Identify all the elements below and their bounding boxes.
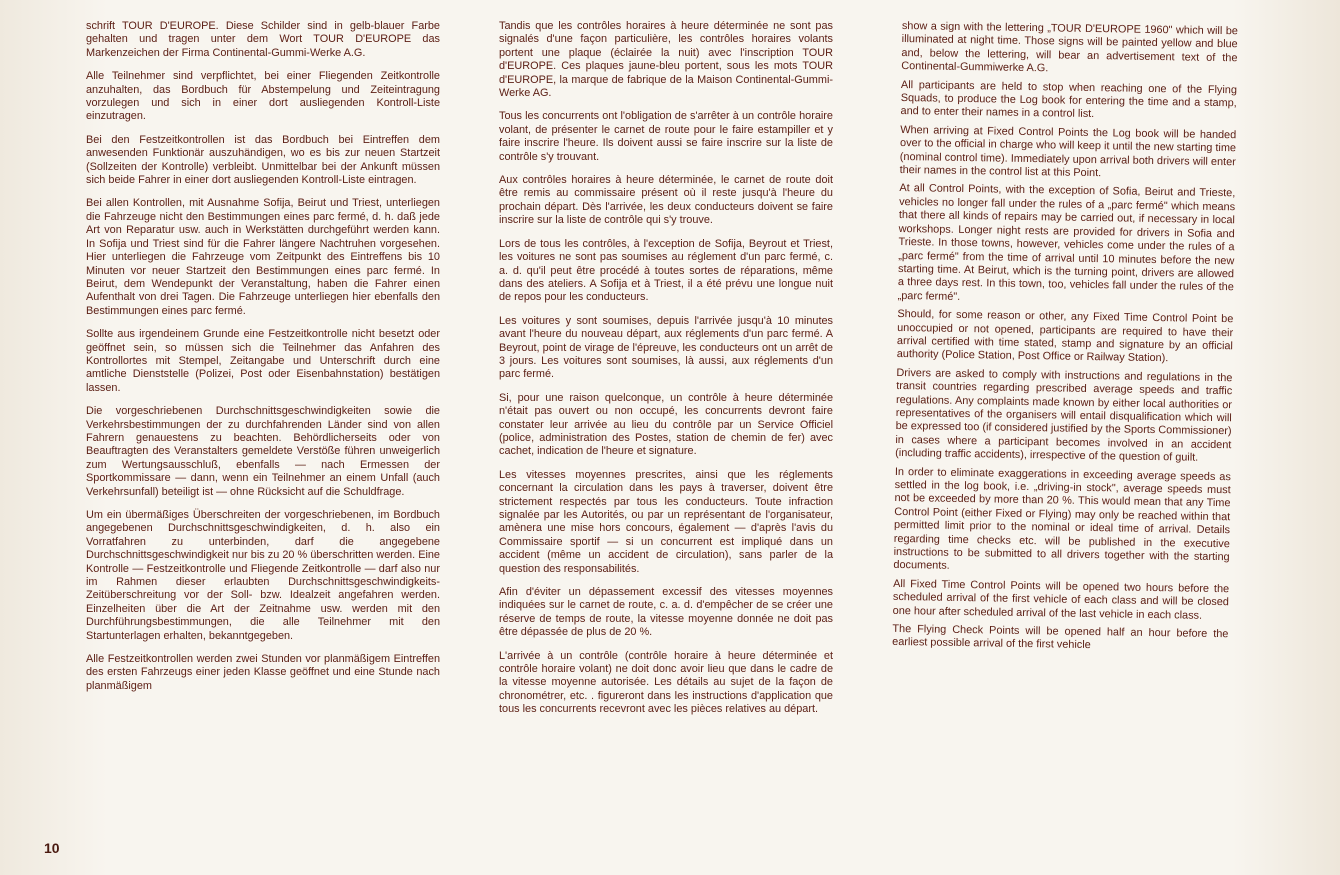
french-paragraph: Les vitesses moyennes prescrites, ainsi que les réglements concernant la circulation dans les pays à traverser, doivent être strictement respectés par tous les conducteurs. Toute infraction signalée par les Autorités, ou par un représentant de l'organisateur, amènera une mise hors concours, également — d'après l'avis du Commissaire sportif — si un concurrent est impliqué dans un accident (même un accident de circulation), sans parler de la question des responsabilités.	[499, 468, 833, 575]
english-paragraph: All participants are held to stop when reaching one of the Flying Squads, to produce the Log book for entering the time and a stamp, and to enter their names in a control list.	[900, 78, 1238, 121]
french-paragraph: Si, pour une raison quelconque, un contrôle à heure déterminée n'était pas ouvert ou non occupé, les concurrents devront faire constater leur arrivée au lieu du contrôle par un Service Officiel (police, administration des Postes, station de chemin de fer) avec cachet, indication de l'heure et signature.	[499, 391, 833, 458]
english-paragraph: The Flying Check Points will be opened half an hour before the earliest possible arrival of the first vehicle	[892, 622, 1229, 652]
german-paragraph: Um ein übermäßiges Überschreiten der vorgeschriebenen, im Bordbuch angegebenen Durchschnittsgeschwindigkeiten, d. h. also ein Vorratfahren zu unterbinden, darf die angegebene Durchschnittsgeschwindigkeit nur bis zu 20 % überschritten werden. Eine Kontrolle — Festzeitkontrolle und Fliegende Zeitkontrolle — darf also nur im Rahmen dieser erlaubten Durchschnittsgeschwindigkeits-Zeitüberschreitung vor der Soll- bzw. Idealzeit angefahren werden. Einzelheiten über die Art der Zeitnahme usw. werden mit den Durchführungsbestimmungen, die alle Teilnehmer mit den Startunterlagen erhalten, bekanntgegeben.	[86, 509, 440, 642]
french-paragraph: L'arrivée à un contrôle (contrôle horaire à heure déterminée et contrôle horaire volant) ne doit donc avoir lieu que dans le cadre de la vitesse moyenne autorisée. Les détails au sujet de la façon de chronométrer, etc. . figureront dans les instructions d'application que tous les concurrents recevront avec les pièces relatives au départ.	[499, 649, 833, 716]
french-paragraph: Lors de tous les contrôles, à l'exception de Sofija, Beyrout et Triest, les voitures ne sont pas soumises au réglement d'un parc fermé, c. a. d. qu'il peut être procédé à toutes sortes de réparations, même dans des ateliers. A Sofija et à Triest, il a été prévu une longue nuit de repos pour les conducteurs.	[499, 237, 833, 304]
german-text-column	[86, 20, 440, 703]
german-paragraph: Alle Festzeitkontrollen werden zwei Stunden vor planmäßigem Eintreffen des ersten Fahrzeugs einer jeden Klasse geöffnet und eine Stunde nach planmäßigem	[86, 653, 440, 692]
german-paragraph: Alle Teilnehmer sind verpflichtet, bei einer Fliegenden Zeitkontrolle anzuhalten, das Bordbuch für Abstempelung und Zeiteintragung vorzulegen und sich in einer dort ausliegenden Kontroll-Liste einzutragen.	[86, 70, 440, 123]
english-text-column	[892, 20, 1238, 660]
german-paragraph: Bei allen Kontrollen, mit Ausnahme Sofija, Beirut und Triest, unterliegen die Fahrzeuge nicht den Bestimmungen eines parc fermé, d. h. daß jede Art von Reparatur usw. auch in Werkstätten durchgeführt werden kann. In Sofija und Triest sind für die Fahrer längere Nachtruhen vorgesehen. Hier unterliegen die Fahrzeuge vom Zeitpunkt des Eintreffens bis 10 Minuten vor neuer Startzeit den Bestimmungen eines parc fermé. In Beirut, dem Wendepunkt der Veranstaltung, haben die Fahrer einen Aufenthalt von drei Tagen. Die Fahrzeuge unterliegen hier ebenfalls den Bestimmungen eines parc fermé.	[86, 197, 440, 317]
german-paragraph: schrift TOUR D'EUROPE. Diese Schilder sind in gelb-blauer Farbe gehalten und tragen unter dem Wort TOUR D'EUROPE das Markenzeichen der Firma Continental-Gummi-Werke A.G.	[86, 20, 440, 59]
page-number: 10	[44, 840, 60, 856]
english-paragraph: When arriving at Fixed Control Points the Log book will be handed over to the official in charge who will keep it until the new starting time (nominal control time). Immediately upon arrival both drivers will enter their names in the control list at this Point.	[899, 123, 1237, 180]
french-paragraph: Les voitures y sont soumises, depuis l'arrivée jusqu'à 10 minutes avant l'heure du nouveau départ, aux réglements d'un parc fermé. A Beyrout, point de virage de l'épreuve, les conducteurs ont un arrêt de 3 jours. Les voitures sont soumises, là aussi, aux réglements d'un parc fermé.	[499, 314, 833, 381]
english-paragraph: Should, for some reason or other, any Fixed Time Control Point be unoccupied or not opened, participants are required to have their arrival certified with time stated, stamp and signature by an official authority (Police Station, Post Office or Railway Station).	[896, 308, 1234, 365]
french-paragraph: Tandis que les contrôles horaires à heure déterminée ne sont pas signalés d'une façon particulière, les contrôles horaires volants portent une plaque (éclairée la nuit) avec l'inscription TOUR d'EUROPE. Ces plaques jaune-bleu portent, sous les mots TOUR d'EUROPE, la marque de fabrique de la Maison Continental-Gummi-Werke AG.	[499, 20, 833, 100]
english-paragraph: All Fixed Time Control Points will be opened two hours before the scheduled arrival of the first vehicle of each class and will be closed one hour after scheduled arrival of the last vehicle in each class.	[892, 577, 1230, 622]
english-paragraph: Drivers are asked to comply with instructions and regulations in the transit countries regarding prescribed average speeds and traffic regulations. Any complaints made known by either local authorities or representatives of the organisers will entail disqualification which will be expressed too (if considered justified by the Sports Commissioner) in cases where a participant becomes involved in an accident (including traffic accidents), irrespective of the question of guilt.	[895, 366, 1233, 464]
english-paragraph: At all Control Points, with the exception of Sofia, Beirut and Trieste, vehicles no longer fall under the rules of a „parc fermé" which means that there all kinds of repairs may be carried out, if necessary in local workshops. Longer night rests are provided for drivers in Sofia and Trieste. In those towns, however, vehicles come under the rules of a „parc fermé" from the time of arrival until 10 minutes before the new starting time. At Beirut, which is the turning point, drivers are allowed a three days rest. In this town, too, vehicles fall under the rules of the „parc fermé".	[897, 182, 1236, 303]
german-paragraph: Bei den Festzeitkontrollen ist das Bordbuch bei Eintreffen dem anwesenden Funktionär auszuhändigen, wo es bis zur neuen Startzeit (Sollzeiten der Kontrolle) verbleibt. Unmittelbar bei der Ankunft müssen sich beide Fahrer in einer dort ausliegenden Kontroll-Liste eintragen.	[86, 133, 440, 187]
french-text-column	[499, 20, 833, 727]
french-paragraph: Aux contrôles horaires à heure déterminée, le carnet de route doit être remis au commissaire présent où il reste jusqu'à l'heure du prochain départ. Dès l'arrivée, les deux conducteurs doivent se faire inscrire sur la liste de contrôle qui s'y trouve.	[499, 174, 833, 227]
english-paragraph: show a sign with the lettering „TOUR D'EUROPE 1960" which will be illuminated at night time. Those signs will be painted yellow and blue and, below the lettering, will bear an advertisement text of the Continental-Gummiwerke A.G.	[901, 20, 1238, 75]
english-paragraph: In order to eliminate exaggerations in exceeding average speeds as settled in the log book, i.e. „driving-in stock", average speeds must not be exceeded by more than 20 %. This would mean that any Time Control Point (either Fixed or Flying) may only be reached within that permitted limit prior to the nominal or ideal time of arrival. Details regarding time checks etc. will be published in the executive instructions to be submitted to all drivers together with the starting documents.	[893, 465, 1231, 573]
german-paragraph: Die vorgeschriebenen Durchschnittsgeschwindigkeiten sowie die Verkehrsbestimmungen der zu durchfahrenden Länder sind von allen Fahrern genauestens zu beachten. Behördlicherseits oder von Beauftragten des Veranstalters gemeldete Verstöße führen unweigerlich zum Wertungsausschluß, ebenfalls — nach Ermessen der Sportkommissare — dann, wenn ein Teilnehmer an einem Unfall (auch Verkehrsunfall) beteiligt ist — ohne Rücksicht auf die Schuldfrage.	[86, 405, 440, 498]
german-paragraph: Sollte aus irgendeinem Grunde eine Festzeitkontrolle nicht besetzt oder geöffnet sein, so müssen sich die Teilnehmer das Anfahren des Kontrollortes mit Stempel, Zeitangabe und Unterschrift durch eine amtliche Dienststelle (Polizei, Post oder Eisenbahnstation) bestätigen lassen.	[86, 328, 440, 394]
french-paragraph: Tous les concurrents ont l'obligation de s'arrêter à un contrôle horaire volant, de présenter le carnet de route pour le faire estampiller et y faire inscrire l'heure. Ils doivent aussi se faire inscrire sur la liste de contrôle s'y trouvant.	[499, 110, 833, 163]
french-paragraph: Afin d'éviter un dépassement excessif des vitesses moyennes indiquées sur le carnet de route, c. a. d. d'empêcher de se créer une réserve de temps de route, la vitesse moyenne donnée ne doit pas être dépassée de plus de 20 %.	[499, 586, 833, 639]
